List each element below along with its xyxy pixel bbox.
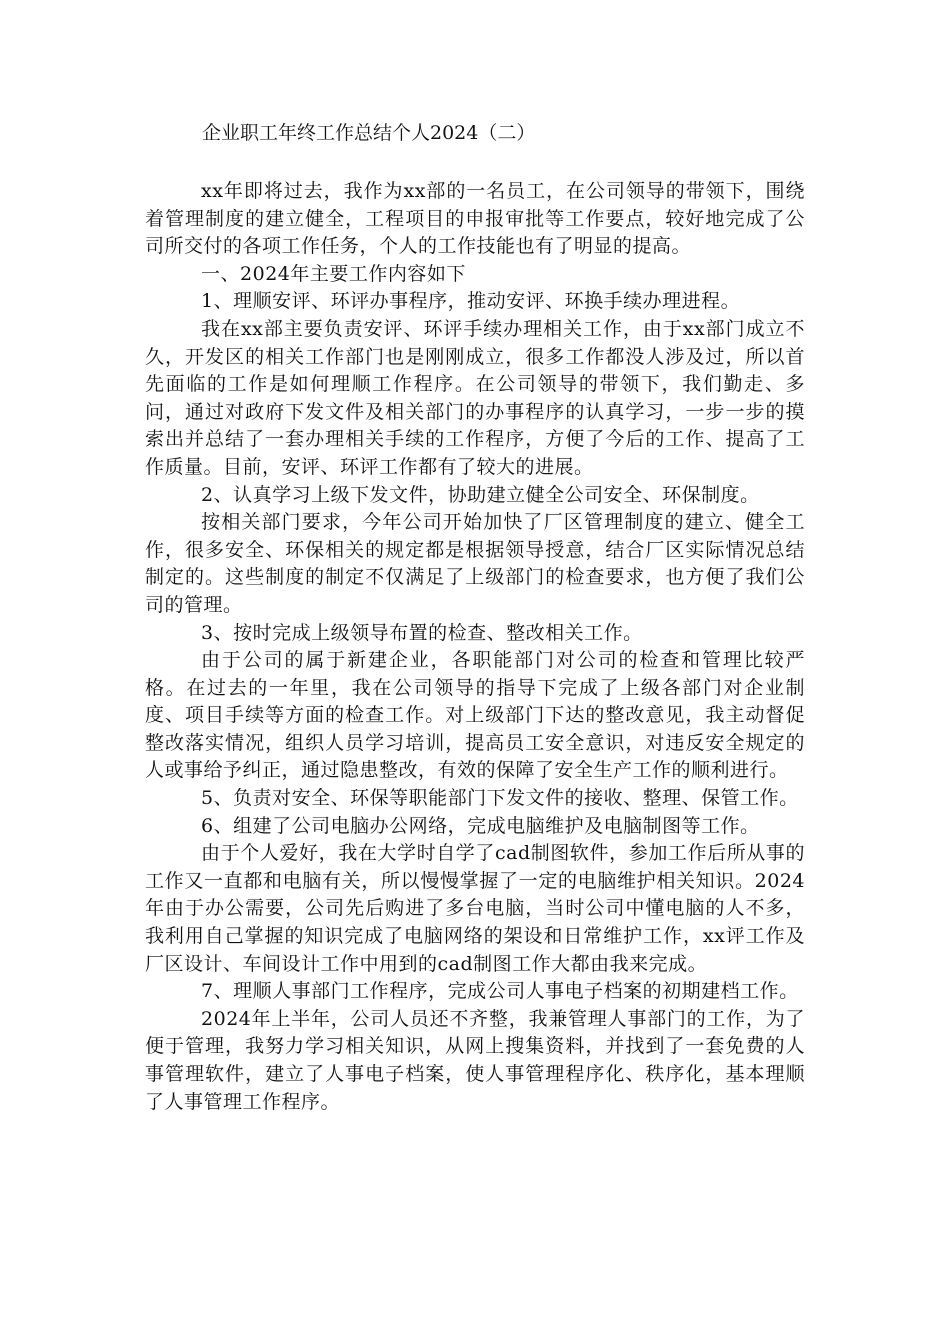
item-heading-6: 6、组建了公司电脑办公网络，完成电脑维护及电脑制图等工作。: [201, 814, 760, 837]
paragraph-item-7: 2024年上半年，公司人员还不齐整，我兼管理人事部门的工作，为了便于管理，我努力学习相关知识，从网上搜集资料，并找到了一套免费的人事管理软件，建立了人事电子档案，使人事管理程序化、秩序化，基本理顺了人事管理工作程序。: [145, 1007, 805, 1113]
item-heading-2: 2、认真学习上级下发文件，协助建立健全公司安全、环保制度。: [201, 483, 760, 506]
item-heading-3: 3、按时完成上级领导布置的检查、整改相关工作。: [201, 621, 643, 644]
section-heading-main-work: 一、2024年主要工作内容如下: [201, 262, 466, 285]
document-title: 企业职工年终工作总结个人2024（二）: [202, 122, 536, 144]
paragraph-intro: xx年即将过去，我作为xx部的一名员工，在公司领导的带领下，围绕着管理制度的建立健全，工程项目的申报审批等工作要点，较好地完成了公司所交付的各项工作任务，个人的工作技能也有了明显的提高。: [145, 180, 805, 258]
item-heading-7: 7、理顺人事部门工作程序，完成公司人事电子档案的初期建档工作。: [201, 980, 799, 1003]
item-heading-1: 1、理顺安评、环评办事程序，推动安评、环换手续办理进程。: [201, 290, 741, 313]
paragraph-item-6: 由于个人爱好，我在大学时自学了cad制图软件，参加工作后所从事的工作又一直都和电脑有关，所以慢慢掌握了一定的电脑维护相关知识。2024年由于办公需要，公司先后购进了多台电脑，当时公司中懂电脑的人不多，我利用自己掌握的知识完成了电脑网络的架设和日常维护工作，xx评工作及厂区设计、车间设计工作中用到的cad制图工作大都由我来完成。: [145, 842, 805, 975]
paragraph-item-3: 由于公司的属于新建企业，各职能部门对公司的检查和管理比较严格。在过去的一年里，我在公司领导的指导下完成了上级各部门对企业制度、项目手续等方面的检查工作。对上级部门下达的整改意见，我主动督促整改落实情况，组织人员学习培训，提高员工安全意识，对违反安全规定的人或事给予纠正，通过隐患整改，有效的保障了安全生产工作的顺利进行。: [145, 649, 805, 782]
item-heading-5: 5、负责对安全、环保等职能部门下发文件的接收、整理、保管工作。: [201, 787, 799, 810]
paragraph-item-1: 我在xx部主要负责安评、环评手续办理相关工作，由于xx部门成立不久，开发区的相关工作部门也是刚刚成立，很多工作都没人涉及过，所以首先面临的工作是如何理顺工作程序。在公司领导的带领下，我们勤走、多问，通过对政府下发文件及相关部门的办事程序的认真学习，一步一步的摸索出并总结了一套办理相关手续的工作程序，方便了今后的工作、提高了工作质量。目前，安评、环评工作都有了较大的进展。: [145, 317, 805, 478]
document-page: [145, 118, 805, 1116]
paragraph-item-2: 按相关部门要求，今年公司开始加快了厂区管理制度的建立、健全工作，很多安全、环保相关的规定都是根据领导授意，结合厂区实际情况总结制定的。这些制度的制定不仅满足了上级部门的检查要求，也方便了我们公司的管理。: [145, 511, 805, 616]
